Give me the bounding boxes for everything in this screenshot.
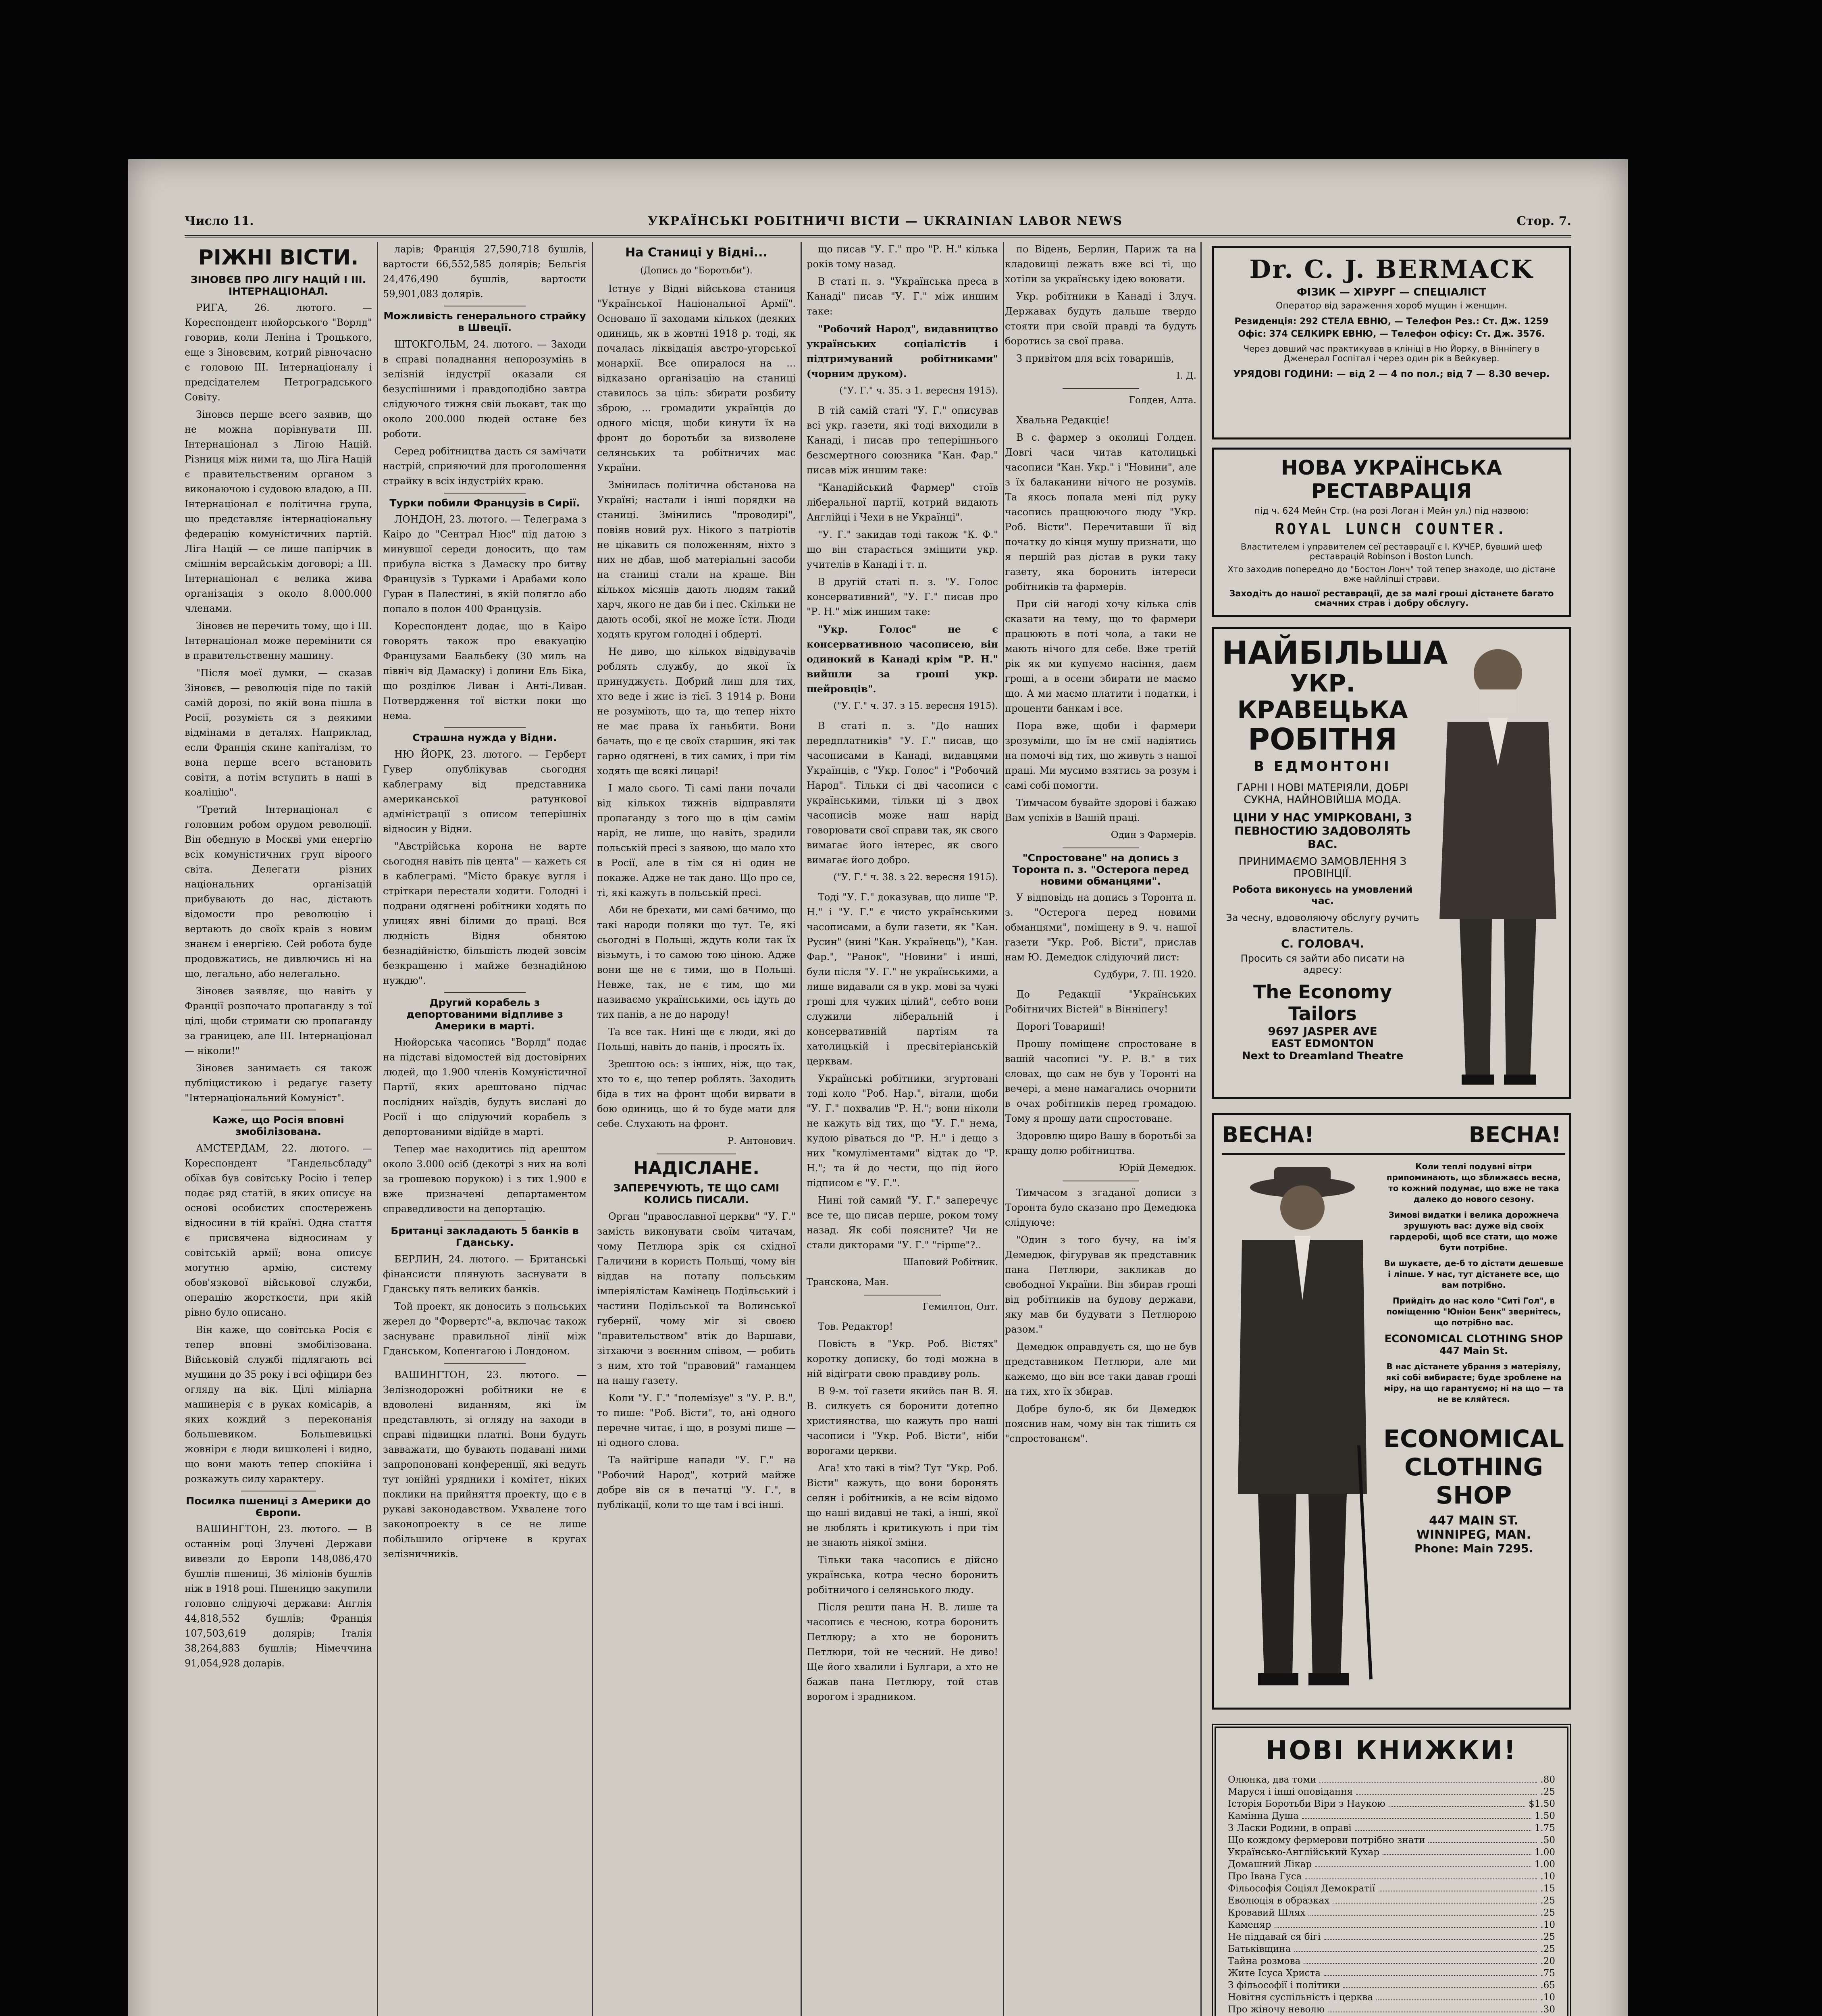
- book-title: Еволюція в образках: [1228, 1895, 1330, 1906]
- book-price: $1.50: [1529, 1799, 1555, 1809]
- paragraph: АМСТЕРДАМ, 22. лютого. — Кореспондент "Гандельсбладу" обїхав був совітську Росію і тепер подає ряд статій, в яких описує на основі особистих спостережень відносини в тій країні. Одна стаття є присвячена відносинам у совітській армії; вона описує могутню армію, систему обов'язкової військової служби, операцію жорсткости, при якій рівно було описано.: [185, 1142, 372, 1318]
- column-1: [185, 242, 372, 2016]
- leader-dots: [1343, 1979, 1537, 1988]
- dateline: Судбури, 7. III. 1920.: [1094, 969, 1196, 980]
- ad-books-title: НОВІ КНИЖКИ!: [1266, 1736, 1517, 1766]
- paragraph: ЛОНДОН, 23. лютого. — Телеграма з Каіро до "Сентрал Нюс" під датою з минувшої середи доносить, що там прибула вістка з Дамаску про битву Французів з Турками і Арабами коло Гуран в Палестині, в якій полягло або попало в полон 400 Французів.: [383, 514, 587, 615]
- leader-dots: [1305, 1870, 1537, 1879]
- paragraph: Зіновєв заявляє, що навіть у Франції розпочато пропаганду з тої цілі, щоби стримати сю пропаганду за границею, але III. Інтернаціонал — ніколи!": [185, 985, 372, 1057]
- ad-spring-clothing: [1212, 1113, 1571, 1710]
- man-with-hat-illustration: [1226, 1163, 1379, 1695]
- leader-dots: [1304, 1955, 1537, 1964]
- ad-restaurant-title: НОВА УКРАЇНСЬКА РЕСТАВРАЦІЯ: [1281, 456, 1502, 503]
- book-list-item: [1216, 1991, 1567, 2004]
- ad-tailors: [1212, 627, 1571, 1099]
- paragraph: Дорогі Товариші!: [1016, 1021, 1105, 1033]
- book-list-item: [1216, 1919, 1567, 1931]
- paragraph: "Канадійський Фармер" стоїв ліберальної партії, котрий видають Англійці і Чехи в не Українці".: [807, 482, 998, 523]
- paragraph: Істнує у Відні військова станиця "Української Національної Армії". Основано її заходами кількох (деяких одиниць, як в жовтні 1918 р. тоді, як почалась ліквідація австро-угорської монархії. Все опиралося на ... відказано організацію на станиці ставилось за ціль: збирати розбиту зброю, ... громадити українців до одного місця, щоби кинути їх на фронт до боротьби за визволене селянських та робітничих мас України.: [597, 283, 796, 473]
- paragraph: РИГА, 26. лютого. — Кореспондент нюйорського "Ворлд" говорив, коли Леніна і Троцького, еще з Зіновєвим, котрий рівночасно є головою III. Інтернаціоналу і предсідателем Петроградського Совіту.: [185, 302, 372, 403]
- paragraph: Та найгірше напади "У. Г." на "Робочий Народ", котрий майже добре вів ся в печатці "У. Г.", в публікації, коли то ще там і всі інші.: [597, 1454, 796, 1510]
- book-title: З Ласки Родини, в оправі: [1228, 1823, 1352, 1833]
- book-list-item: [1216, 1786, 1567, 1798]
- book-price: 1.00: [1534, 1847, 1555, 1858]
- dateline: Транскона, Ман.: [807, 1277, 889, 1287]
- book-price: .25: [1540, 1932, 1555, 1942]
- masthead-title: УКРАЇНСЬКІ РОБІТНИЧІ ВІСТИ — UKRAINIAN LABOR NEWS: [648, 214, 1123, 228]
- article-title: Другий корабель з депортованими відпливе з Америки в марті.: [406, 997, 563, 1032]
- paragraph: Орган "православної церкви" "У. Г." замість виконувати своїм читачам, чому Петлюра зрік ся східної Галичини в користь Польщі, чому він віддав на потапу польським імперіялістам Камінець Подільський і частини Подільської та Волинської губернії, чому міг зі своєю "правительством" втік до Варшави, зітхаючи з воєнним співом, — робить з ним, хто той "правовий" гаманцем на нашу газету.: [597, 1210, 796, 1386]
- paragraph: НЮ ЙОРК, 23. лютого. — Герберт Гувер опублікував сьогодня каблеграму від представника американської ратункової адміністрації з описом теперішніх відносин у Відни.: [383, 749, 587, 835]
- dateline: Гемилтон, Онт.: [922, 1302, 998, 1312]
- book-price: .25: [1540, 1895, 1555, 1906]
- divider: [444, 493, 526, 494]
- book-title: Каменяр: [1228, 1920, 1271, 1930]
- paragraph: До Редакції "Українських Робітничих Вістей" в Вінніпегу!: [1005, 989, 1196, 1015]
- book-list-item: [1216, 1870, 1567, 1883]
- article-title: Турки побили Французів в Сирії.: [389, 497, 580, 509]
- divider: [444, 1220, 526, 1221]
- ad-spring-left: ВЕСНА!: [1222, 1122, 1315, 1148]
- paragraph: Добре було-б, як би Демедюк пояснив нам, чому він так тішить ся "спростованєм".: [1005, 1403, 1196, 1445]
- book-list-item: [1216, 1943, 1567, 1955]
- book-title: Домашний Лікар: [1228, 1859, 1312, 1870]
- article-title: ЗІНОВЄВ ПРО ЛІГУ НАЦІЙ І III. ІНТЕРНАЦІОНАЛ.: [190, 273, 366, 297]
- ad-spring-shop: ECONOMICAL CLOTHING SHOP: [1384, 1333, 1563, 1345]
- signature: Юрій Демедюк.: [1119, 1163, 1196, 1174]
- article-body: [185, 1141, 372, 1487]
- paragraph: Хвальна Редакціє!: [1016, 414, 1110, 426]
- article-title: Каже, що Росія вповні змобілізована.: [212, 1114, 344, 1138]
- ad-tailors-title-3: РОБІТНЯ: [1248, 722, 1398, 757]
- book-title: Батьківщина: [1228, 1944, 1291, 1954]
- ad-tailors-owner: С. ГОЛОВАЧ.: [1281, 937, 1364, 951]
- ad-doctor-residence: Резиденція: 292 СТЕЛА ЕВНЮ, — Телефон Рез.: Ст. Дж. 1259: [1234, 317, 1549, 327]
- issue-number: Число 11.: [185, 214, 254, 228]
- book-price: .15: [1540, 1883, 1555, 1894]
- book-price: 1.50: [1534, 1811, 1555, 1821]
- divider: [444, 727, 526, 728]
- book-list-item: [1216, 1834, 1567, 1846]
- paragraph: Зіновєв занимаєть ся також публіцистикою і редагує газету "Інтернаціональний Комуніст".: [185, 1062, 372, 1104]
- leader-dots: [1302, 1810, 1531, 1819]
- book-price: .50: [1540, 1835, 1555, 1845]
- book-title: Кровавий Шлях: [1228, 1908, 1306, 1918]
- ad-tailors-district: EAST EDMONTON: [1271, 1038, 1374, 1050]
- divider: [444, 992, 526, 993]
- ad-tailors-prices: ЦІНИ У НАС УМІРКОВАНІ, З ПЕВНОСТИЮ ЗАДОВОЛЯТЬ ВАС.: [1233, 811, 1412, 851]
- ad-tailors-timing: Робота виконуєсь на умовлений час.: [1232, 884, 1413, 907]
- book-list-item: [1216, 1955, 1567, 1967]
- paragraph: "У. Г." закидав тоді також "К. Ф." що він старається зміщити укр. учителів в Канаді і т. п.: [807, 529, 998, 570]
- article-title: "Спростоване" на допись з Торонта п. з. "Остерога перед новими обманцями".: [1012, 852, 1189, 887]
- signature: І. Д.: [1176, 371, 1196, 381]
- book-price: 1.75: [1534, 1823, 1555, 1833]
- paragraph: ВАШИНГТОН, 23. лютого. — Зелізнодорожні робітники не є вдоволені виданням, які їм представлють, зі огляду на заходи в справі підвищки платні. Вони будуть завважати, що бувають подавані ними запропоновані конференції, які ведуть тут юнійні урядники і комітет, ніких поклики на прийняття проекту, що є в рукаві законодавством. Ухвалене того законопроекту в се не лише побільшило огірчене в кругах зелізничників.: [383, 1369, 587, 1560]
- leader-dots: [1355, 1822, 1531, 1831]
- leader-dots: [1319, 1774, 1537, 1783]
- ad-doctor-name: Dr. C. J. BERMACK: [1249, 254, 1534, 284]
- book-price: .25: [1540, 1944, 1555, 1954]
- leader-dots: [1328, 2004, 1537, 2012]
- paragraph: БЕРЛИН, 24. лютого. — Британські фінансисти плянують заснувати в Гданську пять великих банків.: [383, 1253, 587, 1295]
- section-heading: РІЖНІ ВІСТИ.: [198, 246, 359, 270]
- book-title: Тайна розмова: [1228, 1956, 1301, 1966]
- newspaper-page: [128, 159, 1628, 2016]
- article-subtitle: (Допись до "Боротьби").: [640, 265, 753, 276]
- ad-restaurant-cta: Заходіть до нашої реставрації, де за малі гроші дістанете багато смачних страв і добру обслугу.: [1229, 589, 1554, 608]
- paragraph: Нині той самий "У. Г." заперечує все те, що писав перше, роком тому назад. Як собі поясните? Чи не стали дикторами "У. Г." "гірше"?..: [807, 1195, 998, 1251]
- book-price: .80: [1540, 1774, 1555, 1785]
- paragraph: При сій нагоді хочу кілька слів сказати на тему, що то фармери працюють в поті чола, а таки не мають нічого для себе. Вже третій рік як ми купуємо насіння, даєм гроші, а в осени збирати не маємо що. А ми маємо платити і податки, і проценти банкам і все.: [1005, 598, 1196, 714]
- paragraph: Українські робітники, згуртовані тоді коло "Роб. Нар.", вітали, щоби "У. Г." похвалив "Р. Н."; вони ніколи не кажуть від тих, що "У. Г." нема, кудою ріваться до "Р. Н." і дещо з них "комуліментами" відтак до "Р. Н."; та й до чести, що під його підписом є "У. Г.".: [807, 1073, 998, 1189]
- ad-doctor-office: Офіс: 374 СЕЛКИРК ЕВНЮ, — Телефон офісу: Ст. Дж. 3576.: [1238, 329, 1545, 339]
- paragraph: Тов. Редактор!: [818, 1321, 893, 1332]
- ad-doctor-subtitle: Оператор від зараження хороб мущин і женщин.: [1276, 301, 1507, 311]
- signature: Р. Антонович.: [727, 1135, 796, 1146]
- paragraph: "Укр. Голос" не є консервативною часописею, він одинокий в Канаді крім "Р. Н." вийшли за гроші укр. шейровців".: [807, 623, 998, 695]
- divider: [1063, 388, 1139, 389]
- leader-dots: [1324, 1931, 1537, 1940]
- book-title: Фільософія Соціял Демократії: [1228, 1883, 1375, 1894]
- book-price: .10: [1540, 1920, 1555, 1930]
- book-title: Олюнка, два томи: [1228, 1774, 1317, 1785]
- leader-dots: [1333, 1895, 1537, 1904]
- divider: [444, 1363, 526, 1364]
- paragraph: Тепер має находитись під арештом около 3.000 осіб (декотрі з них на волі за грошевою порукою) і з тих 1.900 є вже призначені департаментом справедливости на депортацію.: [383, 1143, 587, 1215]
- paragraph: Кореспондент додає, що в Каіро говорять також про евакуацію Французами Баальбеку (30 миль на північ від Дамаску) і долини Ель Біка, що розділює Ливан і Анті-Ливан. Потвердження тої вістки поки що нема.: [383, 621, 587, 722]
- signature: Один з Фармерів.: [1111, 830, 1196, 840]
- ad-tailors-address: 9697 JASPER AVE: [1268, 1025, 1377, 1038]
- book-list-item: [1216, 1822, 1567, 1834]
- book-title: Українсько-Англійський Кухар: [1228, 1847, 1380, 1858]
- dateline: Голден, Алта.: [1129, 395, 1196, 406]
- book-price: .25: [1540, 1787, 1555, 1797]
- paragraph: Тоді "У. Г." доказував, що лише "Р. Н." і "У. Г." є чисто українськими часописами, а були газети, як "Кан. Русин" (нині "Кан. Українець"), "Кан. Фар.", "Ранок", "Новини" і инші, були після "У. Г." не українськими, а лише видавали ся в укр. мові за чужі гроші для чужих цілий", себто вони служили ліберальній і консервативній партіям та хатолицькій і пресвітеріанській церквам.: [807, 891, 998, 1067]
- ad-doctor-title: ФІЗИК — ХІРУРГ — СПЕЦІАЛІСТ: [1296, 286, 1487, 298]
- ad-tailors-guarantee: За чесну, вдоволяючу обслугу ручить властитель.: [1226, 912, 1419, 935]
- paragraph: "Австрійська корона не варте сьогодня навіть пів цента" — кажеть ся в каблеграмі. "Місто бракує вугля і стріткари перестали ходити. Голодні і подрани одягнені робітники ходять по улицях явні білими до праці. Вся людність Відня обнятою безнадійністю, більшість людей зовсім безкращеню і майже безнадійною нуждю".: [383, 841, 587, 986]
- paragraph: Той проект, як доносить з польських жерел до "Форвертс"-а, включає також заснуванє правильної лінії між Гданськом, Копенгагою і Лондоном.: [383, 1300, 587, 1357]
- book-list-item: [1216, 1774, 1567, 1786]
- divider: [1222, 1153, 1565, 1155]
- column-rule: [1003, 242, 1004, 2016]
- ad-spring-text: Прийдіть до нас коло "Ситі Гол", в поміщенню "Юніон Бенк" звернітесь, що потрібно вас.: [1386, 1296, 1561, 1327]
- book-list-item: [1216, 2004, 1567, 2016]
- paragraph: Коли "У. Г." "полемізує" з "У. Р. В.", то пише: "Роб. Вісти", то, ані одного перечне читає, і що, в розумі пише — ні одного слова.: [597, 1392, 796, 1448]
- book-price: .10: [1540, 1992, 1555, 2003]
- paragraph: У відповідь на допись з Торонта п. з. "Остерога перед новими обманцями", поміщену в 9. ч. нашої газети "Укр. Роб. Вісти", прислав нам Ю. Демедюк слідуючий лист:: [1005, 892, 1196, 963]
- leader-dots: [1428, 1834, 1537, 1843]
- leader-dots: [1308, 1907, 1537, 1916]
- paragraph: Пора вже, щоби і фармери зрозуміли, що їм не смії надіятись на помочі від тих, що живуть з нашої праці. Ми мусимо взятись за розум і самі собі помогти.: [1005, 720, 1196, 791]
- paragraph: Нюйорська часопись "Ворлд" подає на підставі відомостей від достовірних людей, що 1.900 членів Комуністичної Партії, яких арештовано підчас послідних наїздів, будуть вислані до Росії і що слідуючий корабель з депортованими відійде в марті.: [383, 1037, 587, 1138]
- book-title: Новітня суспільність і церква: [1228, 1992, 1373, 2003]
- ad-restaurant-name: ROYAL LUNCH COUNTER.: [1275, 520, 1508, 538]
- ad-tailors-name: The Economy Tailors: [1253, 981, 1392, 1025]
- paragraph: Серед робітництва дасть ся замічати настрій, сприяючий для проголошення страйку в всіх індустрійх краю.: [383, 445, 587, 487]
- leader-dots: [1356, 1786, 1537, 1795]
- ad-clothing-address: 447 MAIN ST.: [1429, 1514, 1518, 1528]
- paragraph: Тимчасом з згаданої дописи з Торонта було сказано про Демедюка слідуюче:: [1005, 1187, 1196, 1229]
- book-list-item: [1216, 1798, 1567, 1810]
- paragraph: "Третий Інтернаціонал є головним робом орудом революції. Він обедную в Москві уми енергію всіх комуністичних груп віроого світа. Делегати різних національних організацій прибувають до нас, дістають відомости про революцію і вертають до своїх краів з новим знанєм і енергією. Сей робота буде продовжатись, не дивлючись ні на що, легально, або нелегально.: [185, 804, 372, 980]
- leader-dots: [1324, 1967, 1537, 1976]
- paragraph: Аби не брехати, ми самі бачимо, що такі народи поляки що тут. Те, які сьогодні в Польщі, ждуть коли так їх візьмуть, і то самою тою ціною. Адже вони ще не є тими, що в Польщі. Невже, так, не є тим, що ми називаємо українськими, ось ідуть до тих панів, а не до народу!: [597, 904, 796, 1020]
- ad-spring-shop-address: 447 Main St.: [1439, 1345, 1508, 1356]
- ad-doctor-hours: УРЯДОВІ ГОДИНИ: — від 2 — 4 по пол.; від 7 — 8.30 вечер.: [1233, 369, 1550, 379]
- book-list-item: [1216, 1858, 1567, 1870]
- column-2: [383, 242, 587, 2016]
- paragraph: Він каже, що совітська Росія є тепер вповні змобілізована. Військовій службі підлягають всі мущини до 35 року і всі офіцири без огляду на вік. Цілі міліарна машинерія є в руках комісарів, а яких кождий з переконанія большевиком. Большевицькі жовніри є люди вишколені і видно, що вони мають тепер спокійна і розкажуть силу характеру.: [185, 1324, 372, 1485]
- book-list-item: [1216, 1846, 1567, 1858]
- paragraph: Зрештою ось: з інших, ніж, що так, хто то є, що тепер роблять. Заходить біда в тих на фронт щоби вирвати в бою одиниць, що й то буде мати для себе. Слухають на фронт.: [597, 1058, 796, 1129]
- ad-bermack: [1212, 246, 1571, 439]
- leader-dots: [1376, 1991, 1537, 2000]
- paragraph: В с. фармер з околиці Голден. Довгі часи читав католицькі часописи "Кан. Укр." і "Новини", але з їх балаканини нічого не розумів. Та якось попала мені під руку часопись пращюючого люду "Укр. Роб. Вісти". Перечитавши її від початку до кінця мушу признати, що я першій раз дістав в руки таку газету, яка боронить інтереси робітників та фармерів.: [1005, 432, 1196, 592]
- paragraph: по Відень, Берлин, Париж та на кладовищі лежать вже всі ті, що хотіли за українську ідею воювати.: [1005, 244, 1196, 285]
- ad-restaurant-note: Хто заходив попередно до "Бостон Лонч" той тепер знаходе, що дістане вже найліпші страви.: [1227, 564, 1556, 584]
- paragraph: Прошу поміщенє спростоване в вашій часописі "У. Р. В." в тих словах, що сам не був у Торонті на вечері, а мене намагались очорнити в очах робітників перед громадою. Тому я прошу дати спростоване.: [1005, 1038, 1196, 1125]
- book-price: .30: [1540, 2004, 1555, 2015]
- paragraph: "Один з того бучу, на ім'я Демедюк, фігурував як представник пана Петлюри, закликав до свободної України. Він збирав гроші від робітників на будову держави, яку мав би будувати з Петлюрою разом.": [1005, 1234, 1196, 1335]
- paragraph: Ага! хто такі в тім? Тут "Укр. Роб. Вісти" кажуть, що вони боронять селян і робітників, а не всім відомо що наші видавці не такі, а інші, якої не люблять і критикують і при тім не знають ніякої зміни.: [807, 1462, 998, 1548]
- leader-dots: [1383, 1846, 1531, 1855]
- paragraph: Та все так. Нині ще є люди, які до Польщі, навіть до панів, і просять їх.: [597, 1026, 796, 1052]
- section-heading: НАДІСЛАНЕ.: [633, 1158, 759, 1179]
- book-title: Про жіночу неволю: [1228, 2004, 1325, 2015]
- paragraph: В статі п. з. "Українська преса в Канаді" писав "У. Г." між иншим таке:: [807, 276, 998, 317]
- book-title: Історія Боротьби Віри з Наукою: [1228, 1799, 1385, 1809]
- ad-tailors-landmark: Next to Dreamland Theatre: [1242, 1050, 1404, 1062]
- ad-clothing-name-2: CLOTHING SHOP: [1404, 1453, 1543, 1510]
- column-rule: [801, 242, 802, 2016]
- signature: Шаповий Робітник.: [903, 1257, 998, 1268]
- book-list-item: [1216, 1931, 1567, 1943]
- citation: ("У. Г." ч. 38. з 22. вересня 1915).: [833, 872, 998, 883]
- article-title: На Станиці у Відні...: [625, 246, 767, 260]
- ad-books: [1212, 1724, 1571, 2016]
- paragraph: Змінилась політична обстанова на Україні; настали і інші порядки на станиці. Змінились "проводирі", повіяв новий рух. Нікого з патріотів не цікавить ся положенням, ніхто з них не дбав, щоб матеріальні засоби на станиці стали на краще. Він кількох місяців дають людям такий харч, якого не дав би і пес. Скільки не дають особі, якої не може їсти. Люди ходять кругом голодні і обдерті.: [597, 479, 796, 640]
- ad-tailors-orders: ПРИНИМАЄМО ЗАМОВЛЕННЯ З ПРОВІНЦІЇ.: [1238, 856, 1407, 880]
- paragraph: ларів; Франція 27,590,718 бушлів, вартости 66,552,585 долярів; Бельгія 24,476,490 бушлів, вартости 59,901,083 долярів.: [383, 244, 587, 300]
- ad-tailors-title-1: НАЙБІЛЬША: [1222, 635, 1448, 671]
- book-list-item: [1216, 1810, 1567, 1822]
- paragraph: Демедюк оправдуєть ся, що не був представником Петлюри, але ми кажемо, що він все таки давав гроші на тих, хто їх збирав.: [1005, 1341, 1196, 1397]
- paragraph: ШТОКГОЛЬМ, 24. лютого. — Заходи в справі поладнання непорозумінь в зелізній індустрії оказали ся безуспішними і правдоподібно завтра слідуючого тижня свій льокавт, так що около 200.000 людей остане без роботи.: [383, 338, 587, 439]
- book-title: Маруся і інші оповідання: [1228, 1787, 1353, 1797]
- book-list-item: [1216, 1907, 1567, 1919]
- ad-spring-text: Ви шукаєте, де-б то дістати дешевше і ліпше. У нас, тут дістанете все, що вам потрібно.: [1384, 1258, 1564, 1290]
- paragraph: Здоровлю щиро Вашу в боротьбі за кращу долю робітництва.: [1005, 1130, 1196, 1157]
- book-title: З фільософії і політики: [1228, 1980, 1340, 1991]
- leader-dots: [1275, 1919, 1537, 1928]
- paragraph: Зіновєв перше всего заявив, що не можна порівнувати III. Інтернаціонал з Лігою Націй. Різниця між ними та, що Ліга Націй є правительственим органом з виконаючою і судовою владою, а III. Інтернаціонал є політична група, що представляє інтернаціональну федерацію комуністичних партій. Ліга Націй — се лише папірчик в смішнім версайськім договорі; а III. Інтернаціонал є велика жива організація з около 8.000.000 членами.: [185, 409, 372, 614]
- ad-tailors-title-2: УКР. КРАВЕЦЬКА: [1237, 669, 1408, 724]
- column-3: [597, 242, 796, 2016]
- paragraph: Тільки така часопись є дійсно українська, котра чесно боронить робітничого і селянського люду.: [807, 1554, 998, 1595]
- leader-dots: [1315, 1858, 1531, 1867]
- ad-clothing-phone: Phone: Main 7295.: [1414, 1542, 1533, 1555]
- paragraph: Укр. робітники в Канаді і Злуч. Державах будуть дальше твердо стояти при своїй правді та будуть боротись за свої права.: [1005, 291, 1196, 347]
- ad-tailors-contact: Просить ся зайти або писати на адресу:: [1240, 953, 1405, 976]
- paragraph: "Після моєї думки, — сказав Зіновєв, — революція піде по такій самій дорозі, по якій вона пішла в Росії, розумієть ся з деякими відмінами в деталях. Наприклад, если Франція скине капіталізм, то вона перше всего встановить совіти, а потім вступить в наші в коаліцію".: [185, 667, 372, 798]
- paragraph: Зіновєв не перечить тому, що і III. Інтернаціонал може перемінити ся в правительственну машину.: [185, 620, 372, 662]
- book-title: Про Івана Гуса: [1228, 1871, 1302, 1882]
- book-title: Жите Ісуса Христа: [1228, 1968, 1321, 1979]
- ad-restaurant-owner: Властителем і управителем сеї реставрації є І. КУЧЕР, бувший шеф реставрацій Robinson і Boston Lunch.: [1240, 542, 1543, 561]
- paragraph: В другій статі п. з. "У. Голос консервативний", "У. Г." писав про "Р. Н." між иншим таке:: [807, 576, 998, 617]
- paragraph: Після решти пана Н. В. лише та часопись є чесною, котра боронить Петлюру; а хто не боронить Петлюри, той не чесний. Не диво! Ще його хвалили і Булгари, а хто не бажав пана Петлюру, той став ворогом і зрадником.: [807, 1602, 998, 1702]
- ad-spring-text: В нас дістанете убрання з матеріялу, які собі вибираєте; буде зроблене на міру, на що гарантуємо; ні на що — та не ве кляйтеся.: [1383, 1362, 1564, 1404]
- paragraph: Не диво, що кількох відвідувачів роблять службу, до якої їх принуджуєть. Добрий лиш для тих, хто веде і жиє із тієї. З 1914 р. Вони не розуміють, що та, що тепер ніхто не має права їх ганьбити. Вони бачать, що є це своїх старшин, які так гарно одягнені, в тих самих, і при тім ходять ще всякі лицарі!: [597, 646, 796, 777]
- citation: ("У. Г." ч. 37. з 15. вересня 1915).: [833, 701, 998, 711]
- ad-clothing-name-1: ECONOMICAL: [1383, 1425, 1564, 1453]
- paragraph: Повість в "Укр. Роб. Вістях" коротку дописку, бо тоді можна в ній відіграти свою правдиву роль.: [807, 1338, 998, 1379]
- ad-clothing-city: WINNIPEG, MAN.: [1416, 1528, 1531, 1542]
- book-price: .25: [1540, 1908, 1555, 1918]
- paragraph: І мало сього. Ті самі пани почали від кількох тижнів відправляти пропаганду з того що в цім самім нарід, не лише, що навіть, зрадили польській пресі з заявою, що мало хто в Росії, але в тім ся ні один не покаже. Адже не так дано. Що про се, ті, які кажуть в польській пресі.: [597, 782, 796, 898]
- book-price: .75: [1540, 1968, 1555, 1979]
- article-title: Страшна нужда у Відни.: [412, 732, 557, 744]
- paragraph: Тимчасом бувайте здорові і бажаю Вам успіхів в Вашій праці.: [1005, 797, 1196, 823]
- paragraph: що писав "У. Г." про "Р. Н." кілька років тому назад.: [807, 244, 998, 270]
- citation: ("У. Г." ч. 35. з 1. вересня 1915).: [839, 385, 998, 396]
- column-4: [807, 242, 998, 2016]
- ad-doctor-experience: Через довший час практикував в клініці в Ню Йорку, в Вінніпегу в Дженерал Госпітал і через один рік в Вейкувер.: [1243, 344, 1540, 363]
- article-title: Можливість генерального страйку в Швеції.: [383, 310, 586, 333]
- book-list-item: [1216, 1883, 1567, 1895]
- article-body: [185, 300, 372, 1106]
- ad-spring-text: Зимові видатки і велика дорожнеча зрушують вас: дуже від своїх гардеробі, щоб все стати, що може бути потрібне.: [1388, 1210, 1559, 1252]
- book-price: .65: [1540, 1980, 1555, 1991]
- leader-dots: [1294, 1943, 1537, 1952]
- paragraph: З привітом для всіх товаришів,: [1016, 353, 1174, 364]
- paragraph: В статі п. з. "До наших передплатників" "У. Г." писав, що часописами в Канаді, видавцями Українців, є "Укр. Голос" і "Робочий Народ". Тільки сі дві часописи є українськими, тільки ці з двох часописів може наш нарід говорювати свої справи так, як свого вимагає його інтерес, як свого вимагає його добро.: [807, 720, 998, 866]
- book-price: .20: [1540, 1956, 1555, 1966]
- page-header: [185, 207, 1571, 237]
- book-list-item: [1216, 1967, 1567, 1979]
- ad-spring-right: ВЕСНА!: [1468, 1122, 1561, 1148]
- book-list: [1216, 1774, 1567, 2016]
- book-title: Що кождому фермерови потрібно знати: [1228, 1835, 1425, 1845]
- page-number: Стор. 7.: [1516, 214, 1571, 228]
- column-rule: [1200, 242, 1202, 2016]
- ad-tailors-city: В ЕДМОНТОНІ: [1254, 758, 1391, 775]
- ad-spring-text: Коли теплі подувні вітри припоминають, що зближаєсь весна, то кожний подумає, що вже не така далеко до нового сезону.: [1386, 1162, 1561, 1204]
- paragraph: В тій самій статі "У. Г." описував всі укр. газети, які тоді виходили в Канаді, і писав про теперішнього безсмертного союзника "Кан. Фар." писав між иншим таке:: [807, 405, 998, 476]
- article-body: [185, 1522, 372, 1671]
- paragraph: В 9-м. тої газети якийсь пан В. Я. В. силкуєть ся боронити дотепно християнства, що кажуть про наші часописи і "Укр. Роб. Вісти", ніби ворогами церкви.: [807, 1385, 998, 1456]
- book-title: Камінна Душа: [1228, 1811, 1299, 1821]
- leader-dots: [1379, 1883, 1537, 1891]
- article-title: ЗАПЕРЕЧУЮТЬ, ТЕ ЩО САМІ КОЛИСЬ ПИСАЛИ.: [613, 1182, 780, 1206]
- book-price: 1.00: [1534, 1859, 1555, 1870]
- ad-restaurant-address: під ч. 624 Мейн Стр. (на розі Логан і Мейн ул.) під назвою:: [1254, 506, 1529, 516]
- ad-restaurant: [1212, 448, 1571, 617]
- book-price: .10: [1540, 1871, 1555, 1882]
- article-title: Британці закладають 5 банків в Гданську.: [391, 1225, 579, 1248]
- column-rule: [592, 242, 593, 2016]
- paragraph: "Робочий Народ", видавництво українських соціалістів і підтримуваний робітниками" (чорним друком).: [807, 323, 998, 379]
- man-in-suit-illustration: [1431, 637, 1564, 1089]
- leader-dots: [1389, 1798, 1526, 1807]
- column-5: [1005, 242, 1196, 2016]
- paragraph: ВАШИНГТОН, 23. лютого. — В останнім році Злучені Держави вивезли до Европи 148,086,470 бушлів пшениці, 36 міліонів бушлів ніж в 1918 році. Пшеницю закупили головно слідуючі держави: Англія 44,818,552 бушлів; Франція 107,503,619 долярів; Італія 38,264,883 бушлів; Німеччина 91,054,928 доларів.: [185, 1523, 372, 1669]
- column-rule: [377, 242, 378, 2016]
- book-list-item: [1216, 1895, 1567, 1907]
- book-list-item: [1216, 1979, 1567, 1991]
- book-title: Не піддавай ся бігі: [1228, 1932, 1321, 1942]
- ad-tailors-materials: ГАРНІ І НОВІ МАТЕРІЯЛИ, ДОБРІ СУКНА, НАЙНОВІЙША МОДА.: [1237, 782, 1408, 806]
- article-title: Посилка пшениці з Америки до Європи.: [186, 1495, 371, 1518]
